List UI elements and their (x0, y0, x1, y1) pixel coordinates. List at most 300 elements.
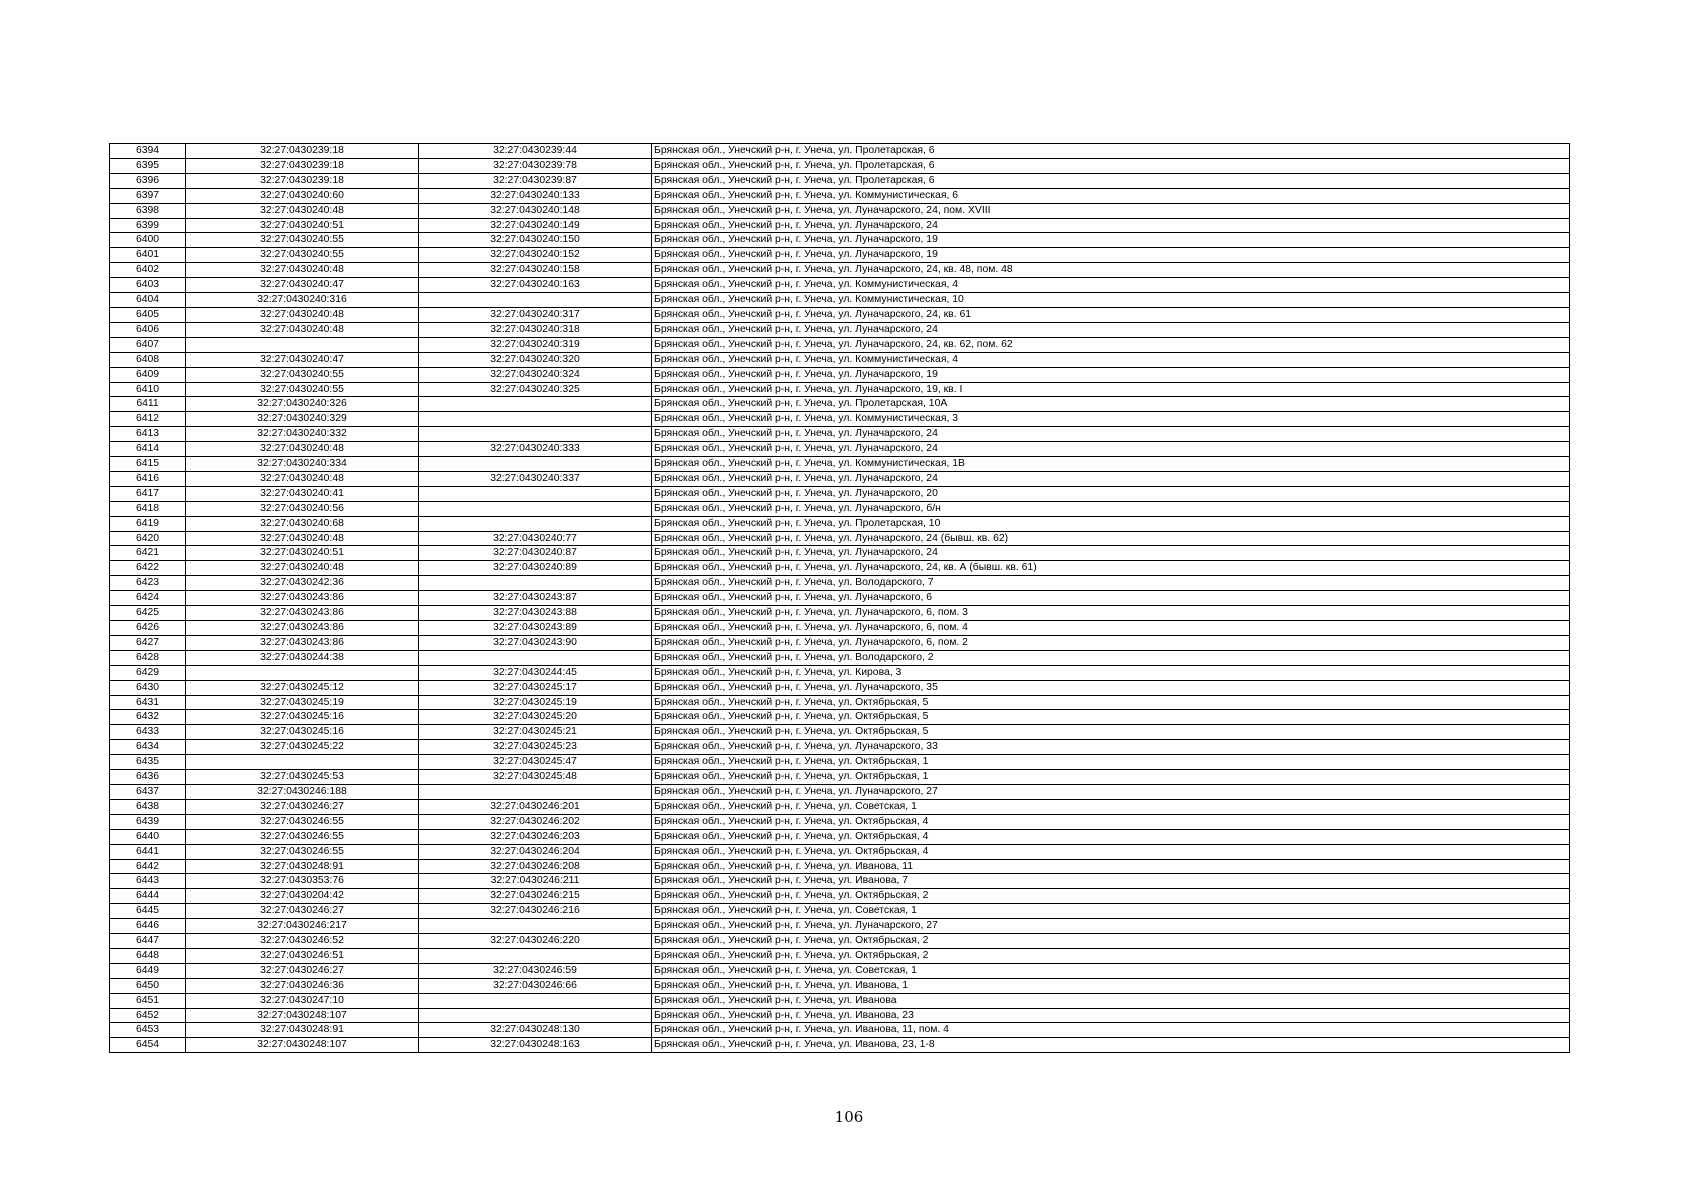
table-row (110, 427, 1570, 442)
object-cadastral-number-cell: 32:27:0430240:317 (419, 307, 652, 322)
land-plot-cadastral-number-cell: 32:27:0430248:107 (186, 1008, 419, 1023)
object-cadastral-number-cell (419, 293, 652, 308)
table-row (110, 561, 1570, 576)
table-row (110, 934, 1570, 949)
address-cell: Брянская обл., Унечский р-н, г. Унеча, ул. Луначарского, 24, пом. XVIII (652, 203, 1570, 218)
address-cell: Брянская обл., Унечский р-н, г. Унеча, ул. Луначарского, 24, кв. А (бывш. кв. 61) (652, 561, 1570, 576)
address-cell: Брянская обл., Унечский р-н, г. Унеча, ул. Коммунистическая, 10 (652, 293, 1570, 308)
land-plot-cadastral-number-cell: 32:27:0430242:36 (186, 576, 419, 591)
object-cadastral-number-cell: 32:27:0430248:130 (419, 1023, 652, 1038)
object-cadastral-number-cell: 32:27:0430246:201 (419, 799, 652, 814)
row-number-cell: 6418 (110, 501, 186, 516)
object-cadastral-number-cell: 32:27:0430248:163 (419, 1038, 652, 1053)
row-number-cell: 6423 (110, 576, 186, 591)
address-cell: Брянская обл., Унечский р-н, г. Унеча, ул. Октябрьская, 1 (652, 755, 1570, 770)
object-cadastral-number-cell: 32:27:0430243:90 (419, 635, 652, 650)
land-plot-cadastral-number-cell: 32:27:0430243:86 (186, 621, 419, 636)
object-cadastral-number-cell (419, 516, 652, 531)
address-cell: Брянская обл., Унечский р-н, г. Унеча, ул. Пролетарская, 6 (652, 144, 1570, 159)
land-plot-cadastral-number-cell: 32:27:0430240:48 (186, 561, 419, 576)
object-cadastral-number-cell: 32:27:0430240:77 (419, 531, 652, 546)
object-cadastral-number-cell: 32:27:0430240:89 (419, 561, 652, 576)
address-cell: Брянская обл., Унечский р-н, г. Унеча, ул. Луначарского, 19 (652, 233, 1570, 248)
row-number-cell: 6411 (110, 397, 186, 412)
row-number-cell: 6429 (110, 665, 186, 680)
row-number-cell: 6447 (110, 934, 186, 949)
address-cell: Брянская обл., Унечский р-н, г. Унеча, ул. Луначарского, 24 (652, 546, 1570, 561)
address-cell: Брянская обл., Унечский р-н, г. Унеча, ул. Иванова, 11 (652, 859, 1570, 874)
table-row (110, 725, 1570, 740)
land-plot-cadastral-number-cell: 32:27:0430240:48 (186, 203, 419, 218)
object-cadastral-number-cell: 32:27:0430240:150 (419, 233, 652, 248)
row-number-cell: 6452 (110, 1008, 186, 1023)
row-number-cell: 6405 (110, 307, 186, 322)
land-plot-cadastral-number-cell: 32:27:0430240:51 (186, 546, 419, 561)
table-row (110, 442, 1570, 457)
object-cadastral-number-cell (419, 784, 652, 799)
row-number-cell: 6420 (110, 531, 186, 546)
land-plot-cadastral-number-cell: 32:27:0430248:91 (186, 859, 419, 874)
object-cadastral-number-cell: 32:27:0430245:20 (419, 710, 652, 725)
address-cell: Брянская обл., Унечский р-н, г. Унеча, ул. Октябрьская, 5 (652, 725, 1570, 740)
row-number-cell: 6409 (110, 367, 186, 382)
table-row (110, 665, 1570, 680)
object-cadastral-number-cell (419, 501, 652, 516)
row-number-cell: 6421 (110, 546, 186, 561)
row-number-cell: 6403 (110, 278, 186, 293)
object-cadastral-number-cell: 32:27:0430246:202 (419, 814, 652, 829)
row-number-cell: 6394 (110, 144, 186, 159)
object-cadastral-number-cell (419, 919, 652, 934)
address-cell: Брянская обл., Унечский р-н, г. Унеча, ул. Луначарского, 6 (652, 591, 1570, 606)
row-number-cell: 6419 (110, 516, 186, 531)
object-cadastral-number-cell: 32:27:0430239:78 (419, 158, 652, 173)
land-plot-cadastral-number-cell: 32:27:0430246:188 (186, 784, 419, 799)
row-number-cell: 6400 (110, 233, 186, 248)
object-cadastral-number-cell: 32:27:0430240:148 (419, 203, 652, 218)
land-plot-cadastral-number-cell: 32:27:0430246:55 (186, 829, 419, 844)
table-row (110, 1008, 1570, 1023)
address-cell: Брянская обл., Унечский р-н, г. Унеча, ул. Иванова, 23, 1-8 (652, 1038, 1570, 1053)
address-cell: Брянская обл., Унечский р-н, г. Унеча, ул. Пролетарская, 10 (652, 516, 1570, 531)
land-plot-cadastral-number-cell: 32:27:0430240:68 (186, 516, 419, 531)
land-plot-cadastral-number-cell: 32:27:0430240:56 (186, 501, 419, 516)
row-number-cell: 6425 (110, 606, 186, 621)
table-row (110, 874, 1570, 889)
land-plot-cadastral-number-cell: 32:27:0430353:76 (186, 874, 419, 889)
object-cadastral-number-cell: 32:27:0430240:163 (419, 278, 652, 293)
address-cell: Брянская обл., Унечский р-н, г. Унеча, ул. Советская, 1 (652, 799, 1570, 814)
row-number-cell: 6431 (110, 695, 186, 710)
land-plot-cadastral-number-cell: 32:27:0430239:18 (186, 144, 419, 159)
object-cadastral-number-cell: 32:27:0430243:87 (419, 591, 652, 606)
address-cell: Брянская обл., Унечский р-н, г. Унеча, ул. Иванова (652, 993, 1570, 1008)
object-cadastral-number-cell: 32:27:0430240:158 (419, 263, 652, 278)
land-plot-cadastral-number-cell: 32:27:0430240:334 (186, 457, 419, 472)
land-plot-cadastral-number-cell: 32:27:0430240:55 (186, 382, 419, 397)
object-cadastral-number-cell (419, 427, 652, 442)
row-number-cell: 6442 (110, 859, 186, 874)
row-number-cell: 6439 (110, 814, 186, 829)
address-cell: Брянская обл., Унечский р-н, г. Унеча, ул. Иванова, 1 (652, 978, 1570, 993)
land-plot-cadastral-number-cell: 32:27:0430246:51 (186, 948, 419, 963)
land-plot-cadastral-number-cell: 32:27:0430239:18 (186, 158, 419, 173)
land-plot-cadastral-number-cell: 32:27:0430246:55 (186, 844, 419, 859)
land-plot-cadastral-number-cell: 32:27:0430240:47 (186, 278, 419, 293)
object-cadastral-number-cell: 32:27:0430240:87 (419, 546, 652, 561)
registry-table (109, 143, 1570, 1053)
address-cell: Брянская обл., Унечский р-н, г. Унеча, ул. Луначарского, 24, кв. 62, пом. 62 (652, 337, 1570, 352)
table-row (110, 322, 1570, 337)
row-number-cell: 6446 (110, 919, 186, 934)
table-row (110, 173, 1570, 188)
object-cadastral-number-cell: 32:27:0430246:220 (419, 934, 652, 949)
address-cell: Брянская обл., Унечский р-н, г. Унеча, ул. Луначарского, 24 (652, 218, 1570, 233)
table-row (110, 486, 1570, 501)
object-cadastral-number-cell: 32:27:0430240:149 (419, 218, 652, 233)
land-plot-cadastral-number-cell: 32:27:0430245:16 (186, 710, 419, 725)
row-number-cell: 6417 (110, 486, 186, 501)
land-plot-cadastral-number-cell: 32:27:0430246:27 (186, 904, 419, 919)
row-number-cell: 6397 (110, 188, 186, 203)
address-cell: Брянская обл., Унечский р-н, г. Унеча, ул. Луначарского, 6, пом. 4 (652, 621, 1570, 636)
table-row (110, 337, 1570, 352)
table-row (110, 814, 1570, 829)
land-plot-cadastral-number-cell: 32:27:0430240:41 (186, 486, 419, 501)
object-cadastral-number-cell (419, 948, 652, 963)
table-row (110, 471, 1570, 486)
object-cadastral-number-cell: 32:27:0430245:21 (419, 725, 652, 740)
row-number-cell: 6453 (110, 1023, 186, 1038)
land-plot-cadastral-number-cell: 32:27:0430243:86 (186, 606, 419, 621)
row-number-cell: 6408 (110, 352, 186, 367)
object-cadastral-number-cell: 32:27:0430240:325 (419, 382, 652, 397)
land-plot-cadastral-number-cell: 32:27:0430248:91 (186, 1023, 419, 1038)
land-plot-cadastral-number-cell: 32:27:0430240:55 (186, 367, 419, 382)
land-plot-cadastral-number-cell (186, 337, 419, 352)
row-number-cell: 6395 (110, 158, 186, 173)
row-number-cell: 6450 (110, 978, 186, 993)
object-cadastral-number-cell (419, 993, 652, 1008)
table-row (110, 203, 1570, 218)
row-number-cell: 6443 (110, 874, 186, 889)
object-cadastral-number-cell: 32:27:0430239:87 (419, 173, 652, 188)
table-row (110, 352, 1570, 367)
address-cell: Брянская обл., Унечский р-н, г. Унеча, ул. Луначарского, 24 (652, 322, 1570, 337)
table-row (110, 307, 1570, 322)
object-cadastral-number-cell (419, 486, 652, 501)
land-plot-cadastral-number-cell: 32:27:0430240:55 (186, 248, 419, 263)
table-row (110, 293, 1570, 308)
table-row (110, 919, 1570, 934)
table-row (110, 710, 1570, 725)
land-plot-cadastral-number-cell: 32:27:0430240:48 (186, 531, 419, 546)
table-row (110, 591, 1570, 606)
address-cell: Брянская обл., Унечский р-н, г. Унеча, ул. Володарского, 2 (652, 650, 1570, 665)
land-plot-cadastral-number-cell: 32:27:0430240:60 (186, 188, 419, 203)
object-cadastral-number-cell: 32:27:0430245:47 (419, 755, 652, 770)
address-cell: Брянская обл., Унечский р-н, г. Унеча, ул. Советская, 1 (652, 904, 1570, 919)
table-row (110, 144, 1570, 159)
land-plot-cadastral-number-cell: 32:27:0430240:48 (186, 263, 419, 278)
address-cell: Брянская обл., Унечский р-н, г. Унеча, ул. Октябрьская, 2 (652, 948, 1570, 963)
row-number-cell: 6416 (110, 471, 186, 486)
row-number-cell: 6427 (110, 635, 186, 650)
object-cadastral-number-cell: 32:27:0430246:211 (419, 874, 652, 889)
table-row (110, 844, 1570, 859)
row-number-cell: 6424 (110, 591, 186, 606)
object-cadastral-number-cell (419, 397, 652, 412)
object-cadastral-number-cell (419, 457, 652, 472)
row-number-cell: 6413 (110, 427, 186, 442)
address-cell: Брянская обл., Унечский р-н, г. Унеча, ул. Кирова, 3 (652, 665, 1570, 680)
address-cell: Брянская обл., Унечский р-н, г. Унеча, ул. Октябрьская, 4 (652, 829, 1570, 844)
table-row (110, 158, 1570, 173)
table-row (110, 263, 1570, 278)
object-cadastral-number-cell: 32:27:0430240:318 (419, 322, 652, 337)
row-number-cell: 6412 (110, 412, 186, 427)
address-cell: Брянская обл., Унечский р-н, г. Унеча, ул. Луначарского, 19, кв. I (652, 382, 1570, 397)
land-plot-cadastral-number-cell: 32:27:0430246:55 (186, 814, 419, 829)
address-cell: Брянская обл., Унечский р-н, г. Унеча, ул. Октябрьская, 5 (652, 695, 1570, 710)
address-cell: Брянская обл., Унечский р-н, г. Унеча, ул. Луначарского, 27 (652, 784, 1570, 799)
address-cell: Брянская обл., Унечский р-н, г. Унеча, ул. Луначарского, 24, кв. 48, пом. 48 (652, 263, 1570, 278)
address-cell: Брянская обл., Унечский р-н, г. Унеча, ул. Иванова, 7 (652, 874, 1570, 889)
row-number-cell: 6432 (110, 710, 186, 725)
address-cell: Брянская обл., Унечский р-н, г. Унеча, ул. Октябрьская, 2 (652, 889, 1570, 904)
address-cell: Брянская обл., Унечский р-н, г. Унеча, ул. Луначарского, 6, пом. 2 (652, 635, 1570, 650)
object-cadastral-number-cell: 32:27:0430246:215 (419, 889, 652, 904)
address-cell: Брянская обл., Унечский р-н, г. Унеча, ул. Володарского, 7 (652, 576, 1570, 591)
table-row (110, 278, 1570, 293)
object-cadastral-number-cell: 32:27:0430243:89 (419, 621, 652, 636)
address-cell: Брянская обл., Унечский р-н, г. Унеча, ул. Луначарского, 24 (652, 471, 1570, 486)
object-cadastral-number-cell: 32:27:0430246:59 (419, 963, 652, 978)
land-plot-cadastral-number-cell: 32:27:0430243:86 (186, 591, 419, 606)
table-row (110, 382, 1570, 397)
row-number-cell: 6398 (110, 203, 186, 218)
land-plot-cadastral-number-cell: 32:27:0430240:55 (186, 233, 419, 248)
object-cadastral-number-cell: 32:27:0430240:320 (419, 352, 652, 367)
land-plot-cadastral-number-cell: 32:27:0430240:48 (186, 471, 419, 486)
row-number-cell: 6434 (110, 740, 186, 755)
row-number-cell: 6445 (110, 904, 186, 919)
object-cadastral-number-cell: 32:27:0430246:203 (419, 829, 652, 844)
land-plot-cadastral-number-cell: 32:27:0430240:48 (186, 307, 419, 322)
table-row (110, 993, 1570, 1008)
object-cadastral-number-cell: 32:27:0430240:319 (419, 337, 652, 352)
row-number-cell: 6441 (110, 844, 186, 859)
table-row (110, 248, 1570, 263)
address-cell: Брянская обл., Унечский р-н, г. Унеча, ул. Луначарского, 24 (бывш. кв. 62) (652, 531, 1570, 546)
object-cadastral-number-cell: 32:27:0430240:152 (419, 248, 652, 263)
object-cadastral-number-cell: 32:27:0430244:45 (419, 665, 652, 680)
land-plot-cadastral-number-cell: 32:27:0430240:48 (186, 322, 419, 337)
address-cell: Брянская обл., Унечский р-н, г. Унеча, ул. Пролетарская, 6 (652, 173, 1570, 188)
land-plot-cadastral-number-cell: 32:27:0430204:42 (186, 889, 419, 904)
table-row (110, 457, 1570, 472)
land-plot-cadastral-number-cell: 32:27:0430240:326 (186, 397, 419, 412)
object-cadastral-number-cell (419, 650, 652, 665)
land-plot-cadastral-number-cell: 32:27:0430243:86 (186, 635, 419, 650)
table-row (110, 501, 1570, 516)
table-row (110, 233, 1570, 248)
address-cell: Брянская обл., Унечский р-н, г. Унеча, ул. Коммунистическая, 1В (652, 457, 1570, 472)
table-row (110, 680, 1570, 695)
table-row (110, 829, 1570, 844)
land-plot-cadastral-number-cell: 32:27:0430246:217 (186, 919, 419, 934)
object-cadastral-number-cell: 32:27:0430246:66 (419, 978, 652, 993)
table-row (110, 889, 1570, 904)
table-row (110, 412, 1570, 427)
address-cell: Брянская обл., Унечский р-н, г. Унеча, ул. Луначарского, 33 (652, 740, 1570, 755)
table-row (110, 978, 1570, 993)
row-number-cell: 6414 (110, 442, 186, 457)
object-cadastral-number-cell: 32:27:0430240:337 (419, 471, 652, 486)
table-row (110, 606, 1570, 621)
land-plot-cadastral-number-cell: 32:27:0430245:19 (186, 695, 419, 710)
land-plot-cadastral-number-cell: 32:27:0430245:16 (186, 725, 419, 740)
page-number: 106 (834, 1108, 864, 1126)
object-cadastral-number-cell: 32:27:0430243:88 (419, 606, 652, 621)
table-row (110, 948, 1570, 963)
address-cell: Брянская обл., Унечский р-н, г. Унеча, ул. Октябрьская, 1 (652, 770, 1570, 785)
address-cell: Брянская обл., Унечский р-н, г. Унеча, ул. Октябрьская, 5 (652, 710, 1570, 725)
address-cell: Брянская обл., Унечский р-н, г. Унеча, ул. Иванова, 11, пом. 4 (652, 1023, 1570, 1038)
land-plot-cadastral-number-cell (186, 755, 419, 770)
table-row (110, 531, 1570, 546)
object-cadastral-number-cell: 32:27:0430245:19 (419, 695, 652, 710)
row-number-cell: 6433 (110, 725, 186, 740)
table-row (110, 621, 1570, 636)
address-cell: Брянская обл., Унечский р-н, г. Унеча, ул. Луначарского, 6, пом. 3 (652, 606, 1570, 621)
address-cell: Брянская обл., Унечский р-н, г. Унеча, ул. Луначарского, б/н (652, 501, 1570, 516)
row-number-cell: 6426 (110, 621, 186, 636)
row-number-cell: 6396 (110, 173, 186, 188)
table-row (110, 188, 1570, 203)
object-cadastral-number-cell (419, 1008, 652, 1023)
row-number-cell: 6422 (110, 561, 186, 576)
object-cadastral-number-cell: 32:27:0430246:216 (419, 904, 652, 919)
table-row (110, 859, 1570, 874)
row-number-cell: 6407 (110, 337, 186, 352)
table-row (110, 904, 1570, 919)
object-cadastral-number-cell (419, 576, 652, 591)
land-plot-cadastral-number-cell: 32:27:0430246:36 (186, 978, 419, 993)
table-row (110, 695, 1570, 710)
row-number-cell: 6404 (110, 293, 186, 308)
address-cell: Брянская обл., Унечский р-н, г. Унеча, ул. Пролетарская, 10А (652, 397, 1570, 412)
table-row (110, 218, 1570, 233)
land-plot-cadastral-number-cell: 32:27:0430246:27 (186, 963, 419, 978)
table-row (110, 367, 1570, 382)
object-cadastral-number-cell: 32:27:0430246:208 (419, 859, 652, 874)
land-plot-cadastral-number-cell: 32:27:0430247:10 (186, 993, 419, 1008)
address-cell: Брянская обл., Унечский р-н, г. Унеча, ул. Коммунистическая, 3 (652, 412, 1570, 427)
table-row (110, 516, 1570, 531)
table-row (110, 546, 1570, 561)
object-cadastral-number-cell (419, 412, 652, 427)
table-row (110, 799, 1570, 814)
table-row (110, 397, 1570, 412)
land-plot-cadastral-number-cell: 32:27:0430240:316 (186, 293, 419, 308)
object-cadastral-number-cell: 32:27:0430239:44 (419, 144, 652, 159)
address-cell: Брянская обл., Унечский р-н, г. Унеча, ул. Луначарского, 35 (652, 680, 1570, 695)
address-cell: Брянская обл., Унечский р-н, г. Унеча, ул. Луначарского, 19 (652, 248, 1570, 263)
table-row (110, 755, 1570, 770)
table-row (110, 635, 1570, 650)
row-number-cell: 6399 (110, 218, 186, 233)
land-plot-cadastral-number-cell: 32:27:0430246:27 (186, 799, 419, 814)
address-cell: Брянская обл., Унечский р-н, г. Унеча, ул. Луначарского, 24 (652, 442, 1570, 457)
row-number-cell: 6435 (110, 755, 186, 770)
address-cell: Брянская обл., Унечский р-н, г. Унеча, ул. Луначарского, 20 (652, 486, 1570, 501)
row-number-cell: 6430 (110, 680, 186, 695)
address-cell: Брянская обл., Унечский р-н, г. Унеча, ул. Октябрьская, 4 (652, 814, 1570, 829)
object-cadastral-number-cell: 32:27:0430240:324 (419, 367, 652, 382)
table-row (110, 770, 1570, 785)
row-number-cell: 6454 (110, 1038, 186, 1053)
row-number-cell: 6448 (110, 948, 186, 963)
table-row (110, 1023, 1570, 1038)
object-cadastral-number-cell: 32:27:0430240:133 (419, 188, 652, 203)
row-number-cell: 6428 (110, 650, 186, 665)
row-number-cell: 6402 (110, 263, 186, 278)
land-plot-cadastral-number-cell: 32:27:0430240:329 (186, 412, 419, 427)
address-cell: Брянская обл., Унечский р-н, г. Унеча, ул. Октябрьская, 4 (652, 844, 1570, 859)
address-cell: Брянская обл., Унечский р-н, г. Унеча, ул. Луначарского, 24 (652, 427, 1570, 442)
land-plot-cadastral-number-cell: 32:27:0430246:52 (186, 934, 419, 949)
land-plot-cadastral-number-cell: 32:27:0430248:107 (186, 1038, 419, 1053)
land-plot-cadastral-number-cell: 32:27:0430240:332 (186, 427, 419, 442)
address-cell: Брянская обл., Унечский р-н, г. Унеча, ул. Луначарского, 24, кв. 61 (652, 307, 1570, 322)
land-plot-cadastral-number-cell: 32:27:0430245:53 (186, 770, 419, 785)
table-row (110, 740, 1570, 755)
row-number-cell: 6406 (110, 322, 186, 337)
land-plot-cadastral-number-cell (186, 665, 419, 680)
land-plot-cadastral-number-cell: 32:27:0430240:51 (186, 218, 419, 233)
land-plot-cadastral-number-cell: 32:27:0430240:48 (186, 442, 419, 457)
row-number-cell: 6401 (110, 248, 186, 263)
address-cell: Брянская обл., Унечский р-н, г. Унеча, ул. Пролетарская, 6 (652, 158, 1570, 173)
address-cell: Брянская обл., Унечский р-н, г. Унеча, ул. Иванова, 23 (652, 1008, 1570, 1023)
row-number-cell: 6436 (110, 770, 186, 785)
land-plot-cadastral-number-cell: 32:27:0430239:18 (186, 173, 419, 188)
row-number-cell: 6451 (110, 993, 186, 1008)
table-row (110, 784, 1570, 799)
registry-table-body (110, 144, 1570, 1053)
row-number-cell: 6444 (110, 889, 186, 904)
address-cell: Брянская обл., Унечский р-н, г. Унеча, ул. Коммунистическая, 4 (652, 352, 1570, 367)
table-row (110, 1038, 1570, 1053)
land-plot-cadastral-number-cell: 32:27:0430244:38 (186, 650, 419, 665)
object-cadastral-number-cell: 32:27:0430245:48 (419, 770, 652, 785)
row-number-cell: 6415 (110, 457, 186, 472)
object-cadastral-number-cell: 32:27:0430245:23 (419, 740, 652, 755)
object-cadastral-number-cell: 32:27:0430240:333 (419, 442, 652, 457)
row-number-cell: 6437 (110, 784, 186, 799)
table-row (110, 963, 1570, 978)
land-plot-cadastral-number-cell: 32:27:0430245:12 (186, 680, 419, 695)
land-plot-cadastral-number-cell: 32:27:0430240:47 (186, 352, 419, 367)
address-cell: Брянская обл., Унечский р-н, г. Унеча, ул. Коммунистическая, 4 (652, 278, 1570, 293)
row-number-cell: 6440 (110, 829, 186, 844)
address-cell: Брянская обл., Унечский р-н, г. Унеча, ул. Советская, 1 (652, 963, 1570, 978)
row-number-cell: 6438 (110, 799, 186, 814)
table-row (110, 576, 1570, 591)
row-number-cell: 6449 (110, 963, 186, 978)
object-cadastral-number-cell: 32:27:0430245:17 (419, 680, 652, 695)
